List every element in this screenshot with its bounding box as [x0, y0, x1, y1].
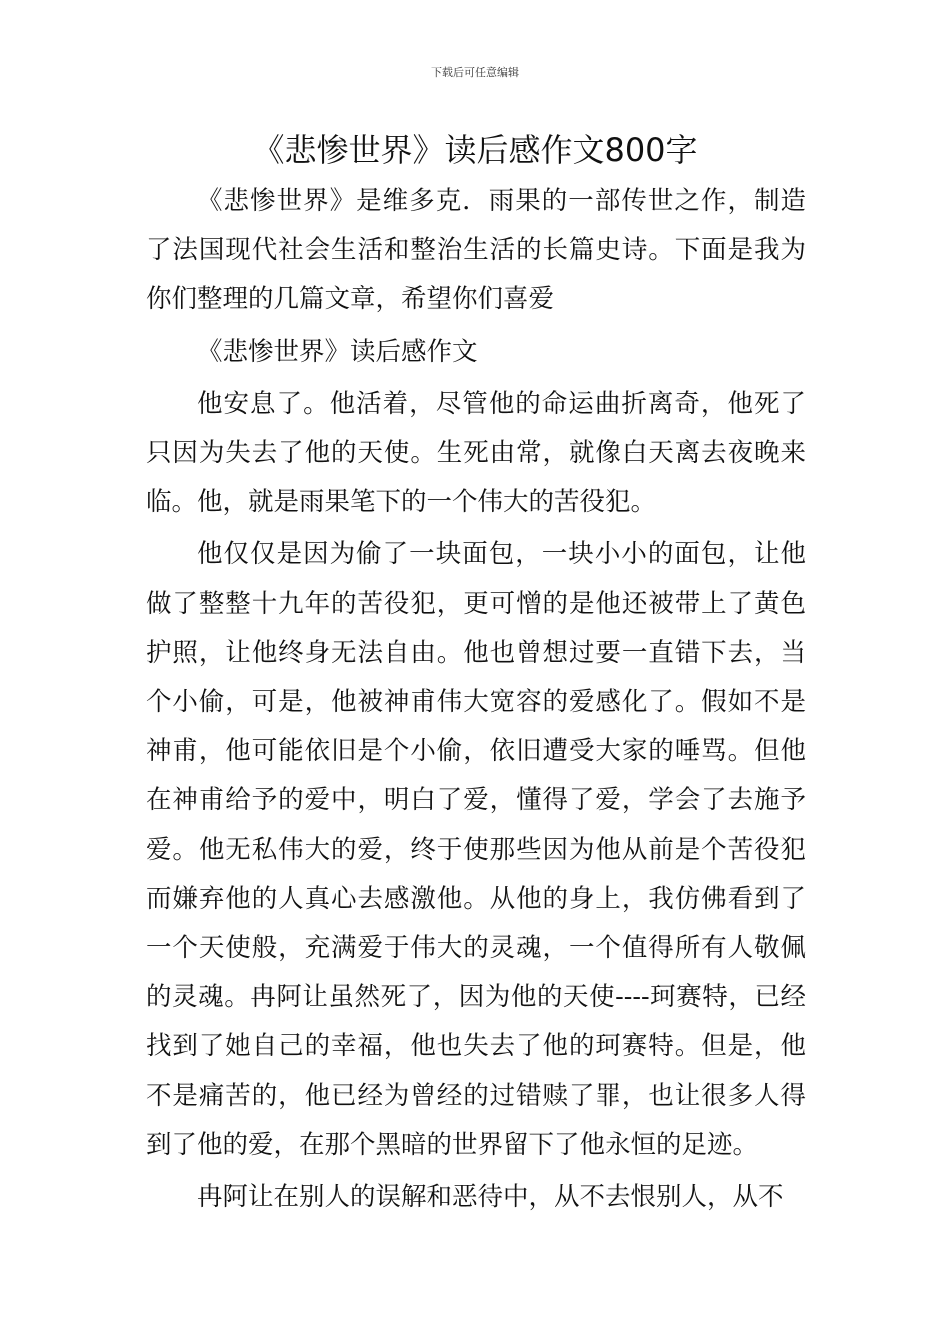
paragraph-intro: 《悲惨世界》是维多克．雨果的一部传世之作，制造了法国现代社会生活和整治生活的长篇史诗。下面是我为你们整理的几篇文章，希望你们喜爱 [146, 186, 806, 315]
document-title: 《悲惨世界》读后感作文800字 [252, 131, 698, 169]
page-header-note: 下载后可任意编辑 [431, 66, 519, 79]
paragraph-body-1: 他安息了。他活着，尽管他的命运曲折离奇，他死了只因为失去了他的天使。生死由常，就像白天离去夜晚来临。他，就是雨果笔下的一个伟大的苦役犯。 [146, 388, 806, 518]
paragraph-subtitle: 《悲惨世界》读后感作文 [197, 336, 478, 367]
document-body [146, 177, 806, 1222]
paragraph-body-2: 他仅仅是因为偷了一块面包，一块小小的面包，让他做了整整十九年的苦役犯，更可憎的是他还被带上了黄色护照，让他终身无法自由。他也曾想过要一直错下去，当个小偷，可是，他被神甫伟大宽容的爱感化了。假如不是神甫，他可能依旧是个小偷，依旧遭受大家的唾骂。但他在神甫给予的爱中，明白了爱，懂得了爱，学会了去施予爱。他无私伟大的爱，终于使那些因为他从前是个苦役犯而嫌弃他的人真心去感激他。从他的身上，我仿佛看到了一个天使般，充满爱于伟大的灵魂，一个值得所有人敬佩的灵魂。冉阿让虽然死了，因为他的天使----珂赛特，已经找到了她自己的幸福，他也失去了他的珂赛特。但是，他不是痛苦的，他已经为曾经的过错赎了罪，也让很多人得到了他的爱，在那个黑暗的世界留下了他永恒的足迹。 [146, 539, 806, 1160]
paragraph-body-3: 冉阿让在别人的误解和恶待中，从不去恨别人，从不 [197, 1182, 784, 1213]
